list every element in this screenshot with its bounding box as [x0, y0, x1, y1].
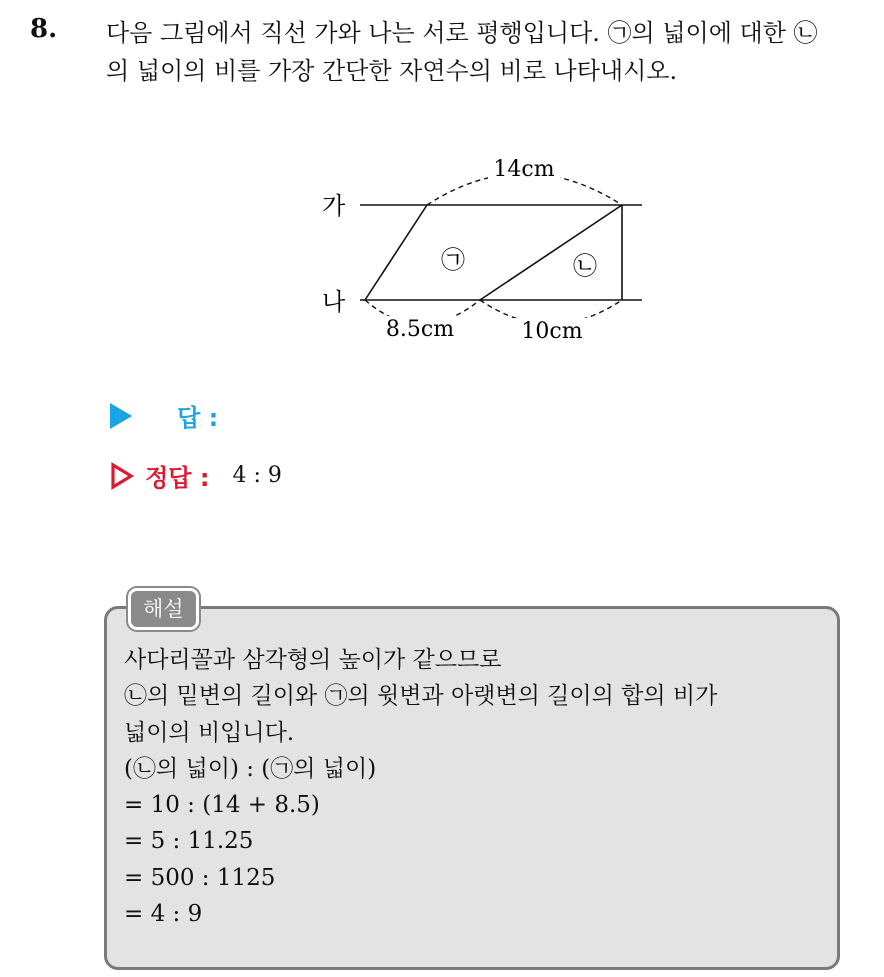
geometry-figure	[300, 150, 660, 350]
explanation-line: = 10 : (14 + 8.5)	[124, 792, 320, 819]
play-triangle-icon	[110, 403, 132, 429]
explanation-line: 넓이의 비입니다.	[124, 719, 295, 746]
diagonal-edge	[480, 205, 622, 300]
label-bottom-left: 8.5cm	[385, 317, 455, 342]
figure-svg	[300, 150, 660, 350]
label-top: 14cm	[493, 157, 555, 182]
question-line: 다음 그림에서 직선 가와 나는 서로 평행입니다. ㉠의 넓이에 대한 ㉡	[106, 19, 818, 47]
correct-answer-row	[110, 458, 282, 493]
answer-row	[110, 398, 218, 433]
explanation-line: 사다리꼴과 삼각형의 높이가 같으므로	[124, 647, 502, 673]
explanation-line: (㉡의 넓이) : (㉠의 넓이)	[124, 755, 377, 782]
explanation-line: ㉡의 밑변의 길이와 ㉠의 윗변과 아랫변의 길이의 합의 비가	[124, 683, 718, 710]
explanation-line: = 5 : 11.25	[124, 828, 254, 855]
question-line: 의 넓이의 비를 가장 간단한 자연수의 비로 나타내시오.	[106, 57, 678, 85]
label-bottom-right: 10cm	[521, 319, 583, 344]
trapezoid-left-edge	[365, 205, 427, 300]
answer-label: 답 :	[177, 404, 219, 432]
correct-answer-label: 정답 :	[145, 464, 210, 492]
explanation-line: = 4 : 9	[124, 901, 203, 928]
region-b-label: ㉡	[573, 252, 597, 280]
explanation-tag: 해설	[128, 588, 199, 630]
correct-answer-value: 4 : 9	[232, 463, 282, 488]
explanation-line: = 500 : 1125	[124, 864, 276, 891]
outline-triangle-icon	[110, 462, 134, 490]
region-a-label: ㉠	[441, 246, 465, 274]
question-number: 8.	[30, 14, 58, 44]
line-ga-label: 가	[322, 192, 346, 220]
question-text	[106, 14, 866, 90]
explanation-text	[124, 642, 824, 932]
line-na-label: 나	[322, 288, 346, 316]
